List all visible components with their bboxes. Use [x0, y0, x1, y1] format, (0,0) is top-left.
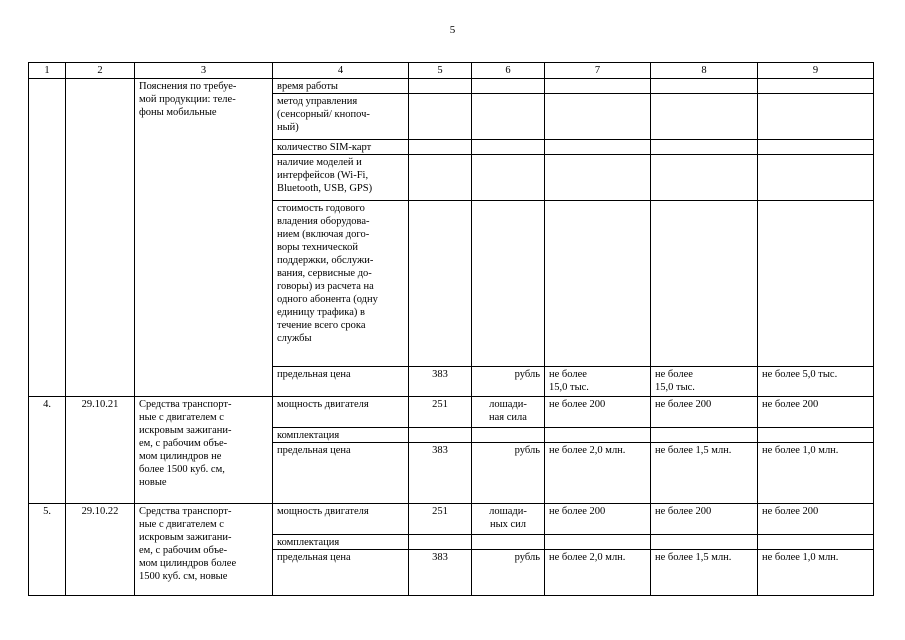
- cell-okpd: 29.10.22: [66, 504, 135, 596]
- cell-value-9: не более 200: [758, 504, 874, 535]
- table-row: [29, 397, 874, 428]
- cell-value-7: не более 2,0 млн.: [545, 443, 651, 504]
- cell-code: 251: [409, 504, 472, 535]
- page-number: 5: [449, 24, 456, 36]
- cell-product: Средства транспорт- ные с двигателем с искровым зажигани- ем, с рабочим объе- мом цилиндров более 1500 куб. см, новые: [135, 504, 273, 596]
- cell-feature: комплектация: [273, 535, 409, 550]
- cell-unit: рубль: [472, 443, 545, 504]
- cell-feature: стоимость годового владения оборудова- нием (включая дого- воры технической поддержки, обслужи- вания, сервисные до- говоры) из расчета на одного абонента (одну единицу трафика) в течение всего срока службы: [273, 201, 409, 367]
- header-col-1: 1: [29, 63, 66, 79]
- header-col-7: 7: [545, 63, 651, 79]
- cell-feature: количество SIM-карт: [273, 140, 409, 155]
- cell-value-7: не более 15,0 тыс.: [545, 367, 651, 397]
- table-row: [29, 79, 874, 94]
- header-col-2: 2: [66, 63, 135, 79]
- table-row: [29, 504, 874, 535]
- cell-value-8: не более 200: [651, 397, 758, 428]
- cell-okpd: 29.10.21: [66, 397, 135, 504]
- header-col-3: 3: [135, 63, 273, 79]
- cell-okpd: [66, 79, 135, 397]
- cell-unit: рубль: [472, 550, 545, 596]
- cell-feature: предельная цена: [273, 550, 409, 596]
- cell-unit: лошади- ная сила: [472, 397, 545, 428]
- cell-num: 4.: [29, 397, 66, 504]
- cell-unit: лошади- ных сил: [472, 504, 545, 535]
- cell-feature: наличие моделей и интерфейсов (Wi-Fi, Bluetooth, USB, GPS): [273, 155, 409, 201]
- cell-feature: комплектация: [273, 428, 409, 443]
- cell-feature: мощность двигателя: [273, 397, 409, 428]
- header-col-8: 8: [651, 63, 758, 79]
- header-col-9: 9: [758, 63, 874, 79]
- cell-unit: рубль: [472, 367, 545, 397]
- cell-feature: мощность двигателя: [273, 504, 409, 535]
- cell-product: Пояснения по требуе- мой продукции: теле- фоны мобильные: [135, 79, 273, 397]
- cell-feature: предельная цена: [273, 367, 409, 397]
- cell-feature: время работы: [273, 79, 409, 94]
- cell-value-8: не более 1,5 млн.: [651, 550, 758, 596]
- cell-product: Средства транспорт- ные с двигателем с искровым зажигани- ем, с рабочим объе- мом цилиндров не более 1500 куб. см, новые: [135, 397, 273, 504]
- header-row: [29, 63, 874, 79]
- cell-code: 383: [409, 367, 472, 397]
- cell-code: 383: [409, 550, 472, 596]
- cell-value-8: не более 1,5 млн.: [651, 443, 758, 504]
- cell-value-9: не более 1,0 млн.: [758, 550, 874, 596]
- header-col-5: 5: [409, 63, 472, 79]
- cell-code: 251: [409, 397, 472, 428]
- header-col-6: 6: [472, 63, 545, 79]
- cell-value-9: не более 5,0 тыс.: [758, 367, 874, 397]
- cell-num: [29, 79, 66, 397]
- cell-value-9: не более 1,0 млн.: [758, 443, 874, 504]
- cell-value-7: не более 200: [545, 397, 651, 428]
- cell-code: 383: [409, 443, 472, 504]
- cell-value-8: не более 15,0 тыс.: [651, 367, 758, 397]
- cell-value-7: не более 2,0 млн.: [545, 550, 651, 596]
- header-col-4: 4: [273, 63, 409, 79]
- cell-feature: предельная цена: [273, 443, 409, 504]
- cell-value-7: не более 200: [545, 504, 651, 535]
- requirements-table: [28, 62, 874, 596]
- cell-num: 5.: [29, 504, 66, 596]
- cell-value-8: не более 200: [651, 504, 758, 535]
- cell-value-9: не более 200: [758, 397, 874, 428]
- cell-feature: метод управления (сенсорный/ кнопоч- ный): [273, 94, 409, 140]
